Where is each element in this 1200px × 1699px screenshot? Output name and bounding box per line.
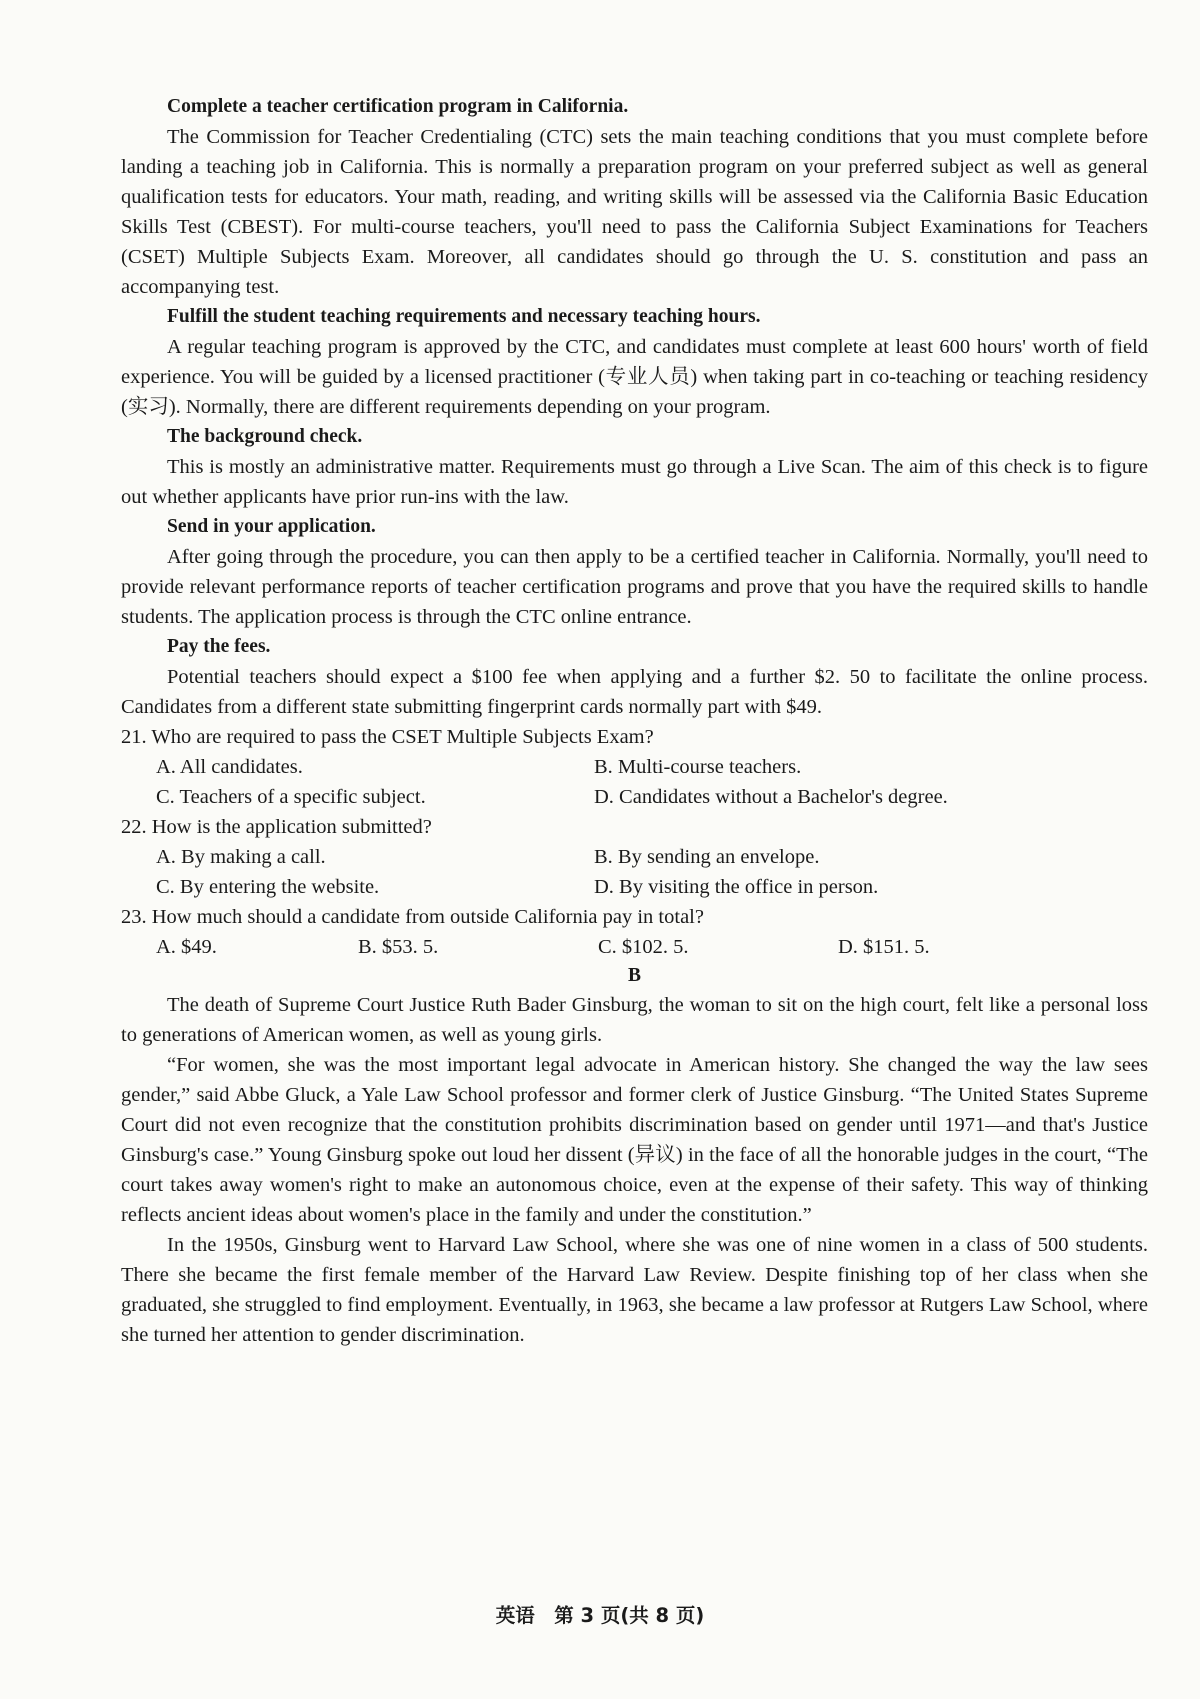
option-c: C. $102. 5. bbox=[598, 936, 689, 958]
question-21 bbox=[121, 722, 1148, 812]
passage-b-paragraph-2: “For women, she was the most important legal advocate in American history. She changed the way the law sees gender,” said Abbe Gluck, a Yale Law School professor and former clerk of Justice Ginsburg. “The United States Supreme Court did not even recognize that the constitution prohibits discrimination based on gender until 1971—and that's Justice Ginsburg's case.” Young Ginsburg spoke out loud her dissent (异议) in the face of all the honorable judges in the court, “The court takes away women's right to make an autonomous choice, even at the expense of their safety. This way of thinking reflects ancient ideas about women's place in the family and under the constitution.” bbox=[121, 1054, 1148, 1226]
section-heading-background-check: The background check. bbox=[167, 426, 363, 447]
section-heading-teaching-hours: Fulfill the student teaching requirements and necessary teaching hours. bbox=[167, 306, 761, 327]
passage-b-paragraph-3: In the 1950s, Ginsburg went to Harvard Law School, where she was one of nine women in a class of 500 students. There she became the first female member of the Harvard Law Review. Despite finishing top of her class when she graduated, she struggled to find employment. Eventually, in 1963, she became a law professor at Rutgers Law School, where she turned her attention to gender discrimination. bbox=[121, 1234, 1148, 1346]
option-a: A. $49. bbox=[156, 936, 217, 958]
answer-options bbox=[121, 932, 1148, 962]
section-paragraph-background-check: This is mostly an administrative matter. Requirements must go through a Live Scan. The aim of this check is to figure out whether applicants have prior run-ins with the law. bbox=[121, 456, 1148, 508]
option-c: C. By entering the website. bbox=[156, 876, 380, 898]
option-d: D. $151. 5. bbox=[838, 936, 930, 958]
page-footer: 英语 第 3 页(共 8 页) bbox=[495, 1604, 705, 1627]
question-stem: 21. Who are required to pass the CSET Multiple Subjects Exam? bbox=[121, 726, 654, 748]
section-paragraph-certification: The Commission for Teacher Credentialing (CTC) sets the main teaching conditions that you must complete before landing a teaching job in California. This is normally a preparation program on your preferred subject as well as general qualification tests for educators. Your math, reading, and writing skills will be assessed via the California Basic Education Skills Test (CBEST). For multi-course teachers, you'll need to pass the California Subject Examinations for Teachers (CSET) Multiple Subjects Exam. Moreover, all candidates should go through the U. S. constitution and pass an accompanying test. bbox=[121, 126, 1148, 298]
option-a: A. By making a call. bbox=[156, 846, 326, 868]
option-d: D. Candidates without a Bachelor's degree. bbox=[594, 786, 948, 808]
answer-options bbox=[121, 752, 1148, 812]
question-23 bbox=[121, 902, 1148, 962]
question-stem: 22. How is the application submitted? bbox=[121, 816, 432, 838]
question-22 bbox=[121, 812, 1148, 902]
section-heading-fees: Pay the fees. bbox=[167, 636, 271, 657]
passage-b-paragraph-1: The death of Supreme Court Justice Ruth Bader Ginsburg, the woman to sit on the high court, felt like a personal loss to generations of American women, as well as young girls. bbox=[121, 994, 1148, 1046]
option-b: B. By sending an envelope. bbox=[594, 846, 820, 868]
section-heading-certification: Complete a teacher certification program in California. bbox=[167, 96, 629, 117]
section-heading-application: Send in your application. bbox=[167, 516, 376, 537]
section-paragraph-application: After going through the procedure, you can then apply to be a certified teacher in California. Normally, you'll need to provide relevant performance reports of teacher certification programs and prove that you have the required skills to handle students. The application process is through the CTC online entrance. bbox=[121, 546, 1148, 628]
section-paragraph-fees: Potential teachers should expect a $100 fee when applying and a further $2. 50 to facilitate the online process. Candidates from a different state submitting fingerprint cards normally part with $49. bbox=[121, 666, 1148, 718]
answer-options bbox=[121, 842, 1148, 902]
section-paragraph-teaching-hours: A regular teaching program is approved by the CTC, and candidates must complete at least 600 hours' worth of field experience. You will be guided by a licensed practitioner (专业人员) when taking part in co-teaching or teaching residency (实习). Normally, there are different requirements depending on your program. bbox=[121, 336, 1148, 418]
option-b: B. $53. 5. bbox=[358, 936, 439, 958]
option-d: D. By visiting the office in person. bbox=[594, 876, 879, 898]
option-a: A. All candidates. bbox=[156, 756, 303, 778]
passage-b-letter: B bbox=[627, 965, 641, 986]
question-stem: 23. How much should a candidate from outside California pay in total? bbox=[121, 906, 704, 928]
option-b: B. Multi-course teachers. bbox=[594, 756, 802, 778]
option-c: C. Teachers of a specific subject. bbox=[156, 786, 426, 808]
